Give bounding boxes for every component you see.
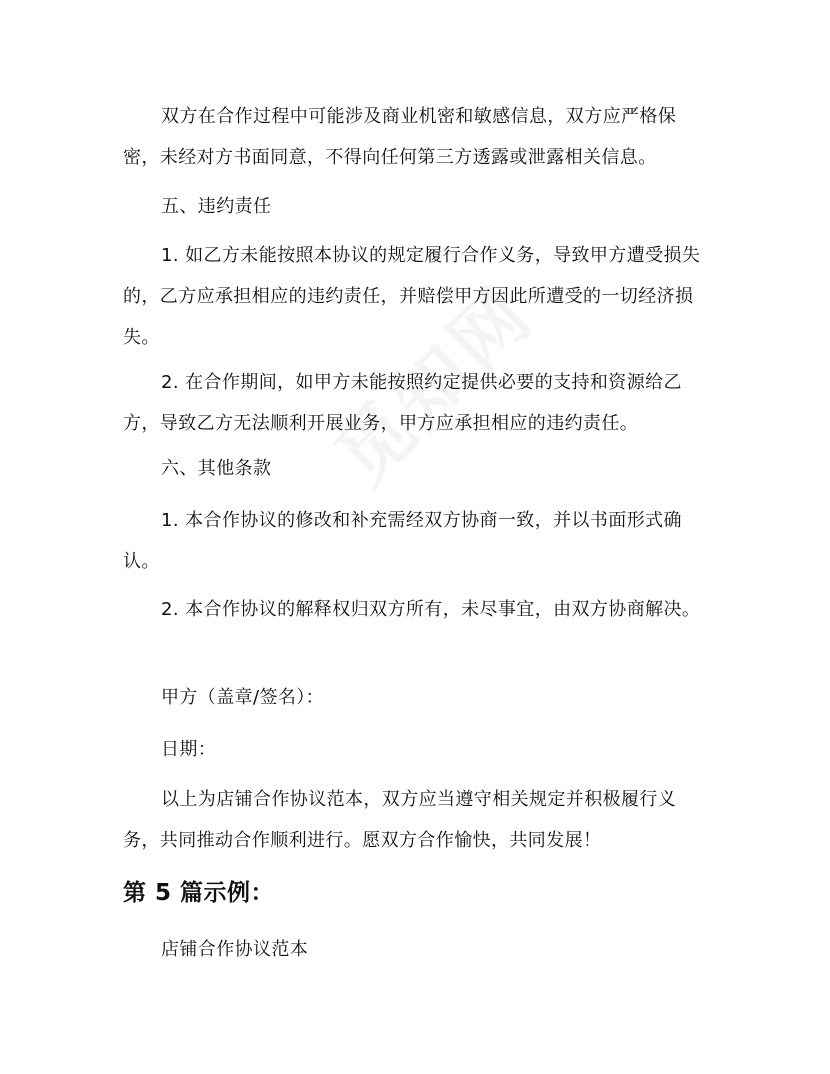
section-5-title: 五、违约责任: [161, 196, 272, 217]
confidentiality-paragraph: 双方在合作过程中可能涉及商业机密和敏感信息，双方应严格保密，未经对方书面同意，不得向任何第三方透露或泄露相关信息。: [123, 106, 677, 168]
closing-paragraph: 以上为店铺合作协议范本，双方应当遵守相关规定并积极履行义务，共同推动合作顺利进行。愿双方合作愉快，共同发展！: [123, 789, 677, 851]
other-clause-2: 2. 本合作协议的解释权归双方所有，未尽事宜，由双方协商解决。: [161, 599, 701, 620]
other-clause-1: 1. 本合作协议的修改和补充需经双方协商一致，并以书面形式确认。: [123, 510, 682, 572]
breach-clause-1: 1. 如乙方未能按照本协议的规定履行合作义务，导致甲方遭受损失的，乙方应承担相应的违约责任，并赔偿甲方因此所遭受的一切经济损失。: [123, 245, 701, 348]
date-line: 日期：: [161, 739, 217, 760]
example-title: 店铺合作协议范本: [161, 939, 309, 960]
breach-clause-2: 2. 在合作期间，如甲方未能按照约定提供必要的支持和资源给乙方，导致乙方无法顺利开展业务，甲方应承担相应的违约责任。: [123, 372, 682, 434]
example-heading: 第 5 篇示例：: [123, 880, 275, 906]
party-a-signature-line: 甲方（盖章/签名）：: [161, 687, 325, 708]
section-6-title: 六、其他条款: [161, 458, 272, 479]
